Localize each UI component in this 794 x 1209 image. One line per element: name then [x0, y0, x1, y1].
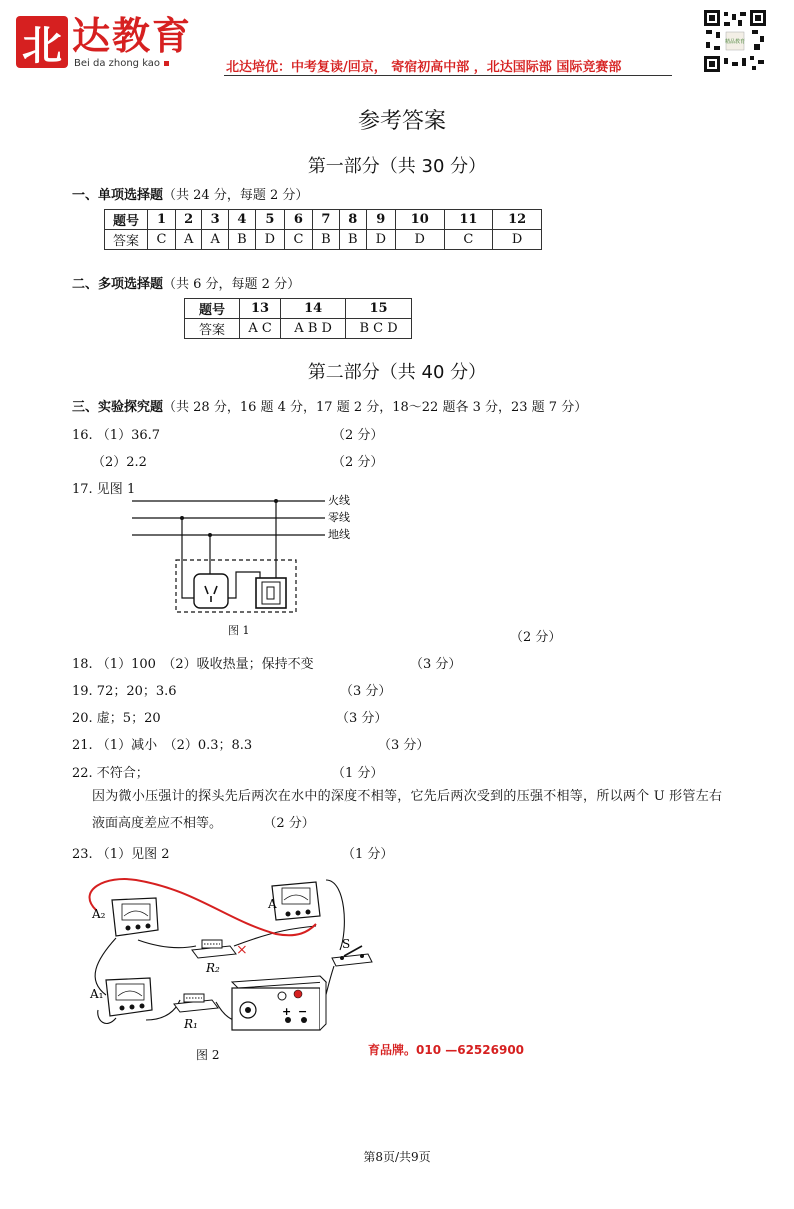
page-footer: 第8页/共9页 — [363, 1150, 431, 1164]
score-22: （1 分） — [332, 766, 384, 781]
socket-icon — [194, 574, 228, 608]
question-number-cell: 6 — [284, 210, 312, 230]
part1-heading: 第一部分（共 30 分） — [307, 156, 487, 177]
cross-mark-icon: × — [236, 942, 248, 958]
label-a: A — [268, 897, 277, 911]
multi-choice-table — [184, 298, 412, 339]
answer-16-2: （2）2.2 — [92, 455, 147, 470]
plus-sign: + — [282, 1005, 292, 1018]
answer-cell: B — [339, 230, 366, 250]
ammeter-a2-icon — [112, 898, 158, 936]
label-s: S — [342, 937, 351, 951]
single-choice-heading: 一、单项选择题（共 24 分，每题 2 分） — [72, 188, 309, 203]
question-number-cell: 2 — [175, 210, 201, 230]
switch-s-icon — [332, 946, 372, 966]
ammeter-a-icon — [272, 882, 320, 920]
qr-code-icon — [704, 10, 766, 72]
score-16-2: （2 分） — [332, 455, 384, 470]
part2-heading: 第二部分（共 40 分） — [307, 362, 487, 383]
label-neutral: 零线 — [328, 511, 350, 524]
answer-16-1: 16. （1）36.7 — [72, 428, 161, 443]
logo-mark: 北 — [16, 16, 68, 68]
answer-cell: A — [202, 230, 228, 250]
figure-2-caption: 图 2 — [196, 1048, 220, 1062]
power-supply-icon — [232, 976, 326, 1030]
answer-cell: A — [175, 230, 201, 250]
resistor-r2-icon — [192, 940, 236, 958]
question-number-cell: 12 — [493, 210, 542, 230]
answer-21: 21. （1）减小 （2）0.3；8.3 — [72, 738, 253, 753]
figure-2-circuit — [76, 870, 376, 1040]
question-number-cell: 14 — [281, 299, 346, 319]
answer-cell: D — [493, 230, 542, 250]
label-live: 火线 — [328, 494, 350, 507]
answer-20: 20. 虚；5；20 — [72, 711, 161, 726]
header-slogan: 北达培优：中考复读/回京， 寄宿初高中部 ，北达国际部 国际竞赛部 — [226, 60, 622, 75]
question-number-cell: 7 — [312, 210, 339, 230]
answer-22-explanation: 因为微小压强计的探头先后两次在水中的深度不相等，它先后两次受到的压强不相等，所以两个 U 形管左右液面高度差应不相等。 （2 分） — [92, 789, 722, 831]
question-number-cell: 8 — [339, 210, 366, 230]
label-a1: A₁ — [90, 987, 104, 1001]
question-number-cell: 3 — [202, 210, 228, 230]
row-label-number: 题号 — [185, 299, 240, 319]
answer-23-1: 23. （1）见图 2 — [72, 847, 170, 862]
answer-cell: B — [228, 230, 255, 250]
qr-caption: 精品教育 — [724, 39, 746, 45]
single-choice-table — [104, 209, 542, 250]
question-number-cell: 9 — [366, 210, 395, 230]
score-23-1: （1 分） — [342, 847, 394, 862]
figure-1-wiring — [120, 490, 370, 640]
minus-sign: − — [298, 1005, 308, 1018]
label-a2: A₂ — [92, 907, 106, 921]
answer-17: 17. 见图 1 — [72, 482, 136, 497]
row-label-answer: 答案 — [185, 319, 240, 339]
question-number-cell: 10 — [395, 210, 444, 230]
score-21: （3 分） — [378, 738, 430, 753]
answer-cell: C — [444, 230, 493, 250]
page-title: 参考答案 — [357, 109, 446, 134]
label-ground: 地线 — [328, 528, 350, 541]
answer-cell: C — [148, 230, 176, 250]
logo-subtitle: Bei da zhong kao — [74, 58, 169, 69]
answer-cell: B C D — [346, 319, 412, 339]
question-number-cell: 13 — [240, 299, 281, 319]
score-16-1: （2 分） — [332, 428, 384, 443]
header-divider — [224, 75, 672, 76]
score-18: （3 分） — [410, 657, 462, 672]
answer-cell: D — [255, 230, 284, 250]
row-label-answer: 答案 — [105, 230, 148, 250]
label-r2: R₂ — [206, 961, 220, 975]
answer-19: 19. 72；20；3.6 — [72, 684, 177, 699]
promo-text: 育品牌。010 —62526900 — [368, 1043, 525, 1057]
score-20: （3 分） — [336, 711, 388, 726]
score-17: （2 分） — [510, 630, 562, 645]
score-22-explanation: （2 分） — [263, 816, 315, 831]
label-r1: R₁ — [184, 1017, 198, 1031]
question-number-cell: 4 — [228, 210, 255, 230]
answer-cell: A C — [240, 319, 281, 339]
answer-cell: C — [284, 230, 312, 250]
multi-choice-heading: 二、多项选择题（共 6 分，每题 2 分） — [72, 277, 301, 292]
switch-icon — [256, 578, 286, 608]
question-number-cell: 5 — [255, 210, 284, 230]
answer-cell: B — [312, 230, 339, 250]
answer-cell: D — [395, 230, 444, 250]
resistor-r1-icon — [174, 994, 218, 1012]
answer-cell: A B D — [281, 319, 346, 339]
answer-cell: D — [366, 230, 395, 250]
figure-1-caption: 图 1 — [228, 624, 250, 637]
score-19: （3 分） — [340, 684, 392, 699]
question-number-cell: 1 — [148, 210, 176, 230]
experiment-heading: 三、实验探究题（共 28 分，16 题 4 分，17 题 2 分，18～22 题各 3 分，23 题 7 分） — [72, 400, 588, 415]
answer-22: 22. 不符合； — [72, 766, 149, 781]
logo-brand: 达教育 — [72, 13, 193, 58]
answer-18: 18. （1）100 （2）吸收热量；保持不变 — [72, 657, 314, 672]
question-number-cell: 15 — [346, 299, 412, 319]
ammeter-a1-icon — [106, 978, 152, 1016]
question-number-cell: 11 — [444, 210, 493, 230]
row-label-number: 题号 — [105, 210, 148, 230]
